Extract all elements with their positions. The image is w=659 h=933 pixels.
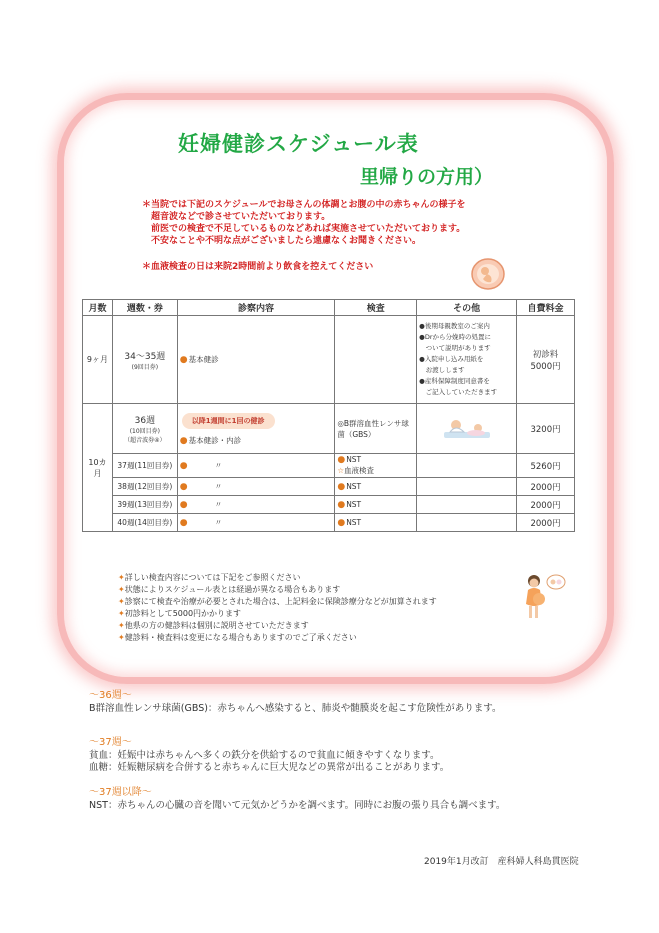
section-37-weeks-after [89, 787, 505, 812]
cell-week: 38週(12回目券) [112, 478, 177, 496]
section-line: B群溶血性レンサ球菌(GBS)：赤ちゃんへ感染すると、肺炎や髄膜炎を起こす危険性があります。 [89, 702, 502, 714]
diamond-bullet-icon: ✦ [118, 621, 125, 630]
ditto-mark: 〃 [214, 461, 223, 470]
schedule-table [82, 299, 575, 532]
bullet-dot-icon: ● [179, 436, 188, 446]
cell-fee: 2000円 [517, 514, 575, 532]
cell-exam [177, 454, 335, 478]
cell-week: 37週(11回目券) [112, 454, 177, 478]
cell-exam [177, 496, 335, 514]
table-header-row [83, 300, 575, 316]
cell-other [417, 404, 517, 454]
cell-exam [177, 478, 335, 496]
cell-week [112, 316, 177, 404]
ultrasound-ticket: （超音波券④） [124, 437, 166, 444]
header-other: その他 [417, 300, 517, 316]
exam-label: 基本健診 [188, 355, 219, 364]
table-row-36-weeks [83, 404, 575, 454]
fee-label: 初診料 [532, 349, 559, 360]
bullet-dot-icon: ● [179, 355, 188, 365]
test-label: NST [346, 517, 362, 527]
diamond-bullet-icon: ✦ [118, 585, 125, 594]
bullet-dot-icon: ● [337, 499, 346, 510]
week-label: 34～35週 [124, 351, 166, 362]
cell-fee: 5260円 [517, 454, 575, 478]
diamond-bullet-icon: ✦ [118, 597, 125, 606]
cell-month: 10カ月 [83, 404, 113, 532]
notice-list [118, 572, 437, 644]
other-item: ●後期母親教室のご案内 [419, 322, 490, 330]
test-label: NST [346, 481, 362, 491]
diamond-bullet-icon: ✦ [118, 573, 125, 582]
nurse-exam-illustration [442, 416, 492, 442]
page-subtitle: 里帰りの方用） [360, 166, 494, 188]
table-row-38-weeks [83, 478, 575, 496]
bullet-dot-icon: ● [179, 482, 188, 492]
cell-exam [177, 316, 335, 404]
baby-in-womb-illustration [470, 257, 506, 291]
ditto-mark: 〃 [214, 482, 223, 491]
test-label: NST [346, 455, 362, 464]
cell-fee: 2000円 [517, 478, 575, 496]
note-line: ＊当院では下記のスケジュールでお母さんの体調とお腹の中の赤ちゃんの様子を [142, 200, 466, 210]
notice-item: ✦状態によりスケジュール表とは経過が異なる場合もあります [118, 585, 341, 594]
bullet-dot-icon: ● [179, 518, 188, 528]
cell-test [335, 478, 417, 496]
cell-test [335, 496, 417, 514]
exam-label: 基本健診・内診 [188, 436, 242, 445]
section-37-weeks [89, 737, 449, 775]
ditto-mark: 〃 [214, 518, 223, 527]
cell-month: 9ヶ月 [83, 316, 113, 404]
other-item: お渡しします [419, 366, 465, 374]
cell-fee: 3200円 [517, 404, 575, 454]
other-item: ●入院申し込み用紙を [419, 355, 484, 363]
test-label: 血液検査 [344, 466, 375, 475]
cell-week [112, 404, 177, 454]
cell-fee: 2000円 [517, 496, 575, 514]
cell-exam [177, 514, 335, 532]
diamond-bullet-icon: ✦ [118, 609, 125, 618]
star-icon: ☆ [337, 466, 345, 475]
section-line: 貧血：妊娠中は赤ちゃんへ多くの鉄分を供給するので貧血に傾きやすくなります。 [89, 749, 440, 761]
cell-other [417, 478, 517, 496]
notice-item: ✦詳しい検査内容については下記をご参照ください [118, 573, 301, 582]
note-line: 不安なことや不明な点がございましたら遠慮なくお聞きください。 [142, 236, 422, 246]
test-label: NST [346, 499, 362, 509]
ditto-mark: 〃 [214, 500, 223, 509]
cell-test [335, 454, 417, 478]
note-line: 超音波などで診させていただいております。 [142, 212, 331, 222]
cell-week: 39週(13回目券) [112, 496, 177, 514]
week-ticket: (9回目券) [131, 363, 159, 371]
bullet-dot-icon: ● [179, 500, 188, 510]
weekly-checkup-badge: 以降1週間に1回の健診 [182, 413, 275, 429]
table-row-37-weeks [83, 454, 575, 478]
bullet-dot-icon: ● [337, 517, 346, 528]
pregnant-woman-illustration [520, 572, 566, 620]
notice-item: ✦診察にて検査や治療が必要とされた場合は、上記料金に保険診療分などが加算されます [118, 597, 437, 606]
cell-week: 40週(14回目券) [112, 514, 177, 532]
revision-footer: 2019年1月改訂 産科婦人科島貫医院 [424, 857, 579, 867]
section-line: 血糖：妊娠糖尿病を合併すると赤ちゃんに巨大児などの異常が出ることがあります。 [89, 762, 450, 773]
cell-other [417, 514, 517, 532]
cell-other [417, 496, 517, 514]
cell-other [417, 316, 517, 404]
section-36-weeks [89, 690, 502, 715]
table-row-9-months [83, 316, 575, 404]
page-title: 妊婦健診スケジュール表 [178, 132, 419, 156]
other-item: ●産科保障制度同意書を [419, 377, 490, 385]
week-ticket: (10回目券) [129, 428, 161, 435]
note-line: 前医での検査で不足しているものなどあれば実施させていただいております。 [142, 224, 466, 234]
table-row-40-weeks [83, 514, 575, 532]
cell-test [335, 514, 417, 532]
bullet-dot-icon: ● [337, 455, 346, 465]
table-row-39-weeks [83, 496, 575, 514]
diamond-bullet-icon: ✦ [118, 633, 125, 642]
other-item: ついて説明があります [419, 344, 491, 352]
notice-item: ✦他県の方の健診料は個別に説明させていただきます [118, 621, 309, 630]
fee-amount: 5000円 [530, 361, 561, 372]
header-month: 月数 [83, 300, 113, 316]
cell-test: ◎B群溶血性レンサ球菌（GBS） [335, 404, 417, 454]
cell-other [417, 454, 517, 478]
section-heading: ～37週～ [89, 737, 132, 748]
section-line: NST：赤ちゃんの心臓の音を聞いて元気かどうかを調べます。同時にお腹の張り具合も調べます。 [89, 799, 506, 811]
cell-test [335, 316, 417, 404]
blood-test-note: ＊血液検査の日は来院2時間前より飲食を控えてください [142, 262, 374, 272]
notice-item: ✦初診料として5000円かかります [118, 609, 242, 618]
bullet-dot-icon: ● [337, 481, 346, 492]
section-heading: ～36週～ [89, 690, 132, 701]
header-week: 週数・券 [112, 300, 177, 316]
week-label: 36週 [134, 416, 156, 426]
notice-item: ✦健診料・検査料は変更になる場合もありますのでご了承ください [118, 633, 357, 642]
bullet-dot-icon: ● [179, 461, 188, 471]
other-item: ご記入していただきます [419, 388, 498, 396]
cell-fee [517, 316, 575, 404]
section-heading: ～37週以降～ [89, 787, 152, 798]
header-test: 検査 [335, 300, 417, 316]
notes-block [142, 199, 465, 273]
other-item: ●Drから分娩時の処置に [419, 333, 492, 341]
cell-exam [177, 404, 335, 454]
header-exam: 診察内容 [177, 300, 335, 316]
header-fee: 自費料金 [517, 300, 575, 316]
